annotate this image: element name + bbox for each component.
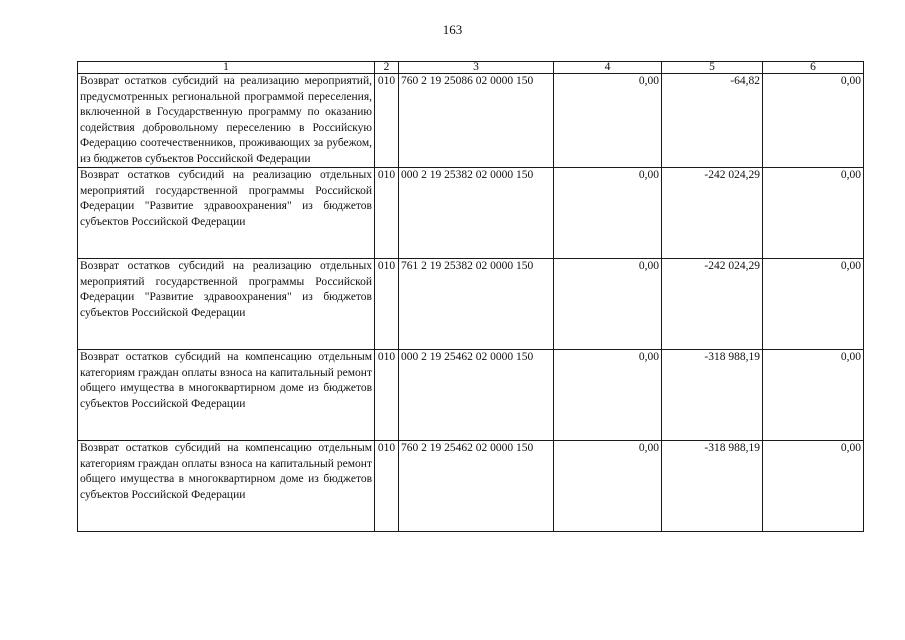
row-budget-classification-code: 000 2 19 25462 02 0000 150 [399,350,554,441]
table-row [78,441,864,532]
row-budget-classification-code: 000 2 19 25382 02 0000 150 [399,168,554,259]
row-value-col4: 0,00 [554,168,662,259]
row-value-col6: 0,00 [763,350,864,441]
table-header-row [78,62,864,74]
row-value-col6: 0,00 [763,168,864,259]
column-header: 4 [554,62,662,74]
column-header: 1 [78,62,375,74]
row-budget-classification-code: 761 2 19 25382 02 0000 150 [399,259,554,350]
row-description: Возврат остатков субсидий на реализацию отдельных мероприятий государственной программы Российской Федерации "Развитие здравоохранения" из бюджетов субъектов Российской Федерации [78,168,375,259]
row-description: Возврат остатков субсидий на компенсацию отдельным категориям граждан оплаты взноса на капитальный ремонт общего имущества в многоквартирном доме из бюджетов субъектов Российской Федерации [78,350,375,441]
row-value-col6: 0,00 [763,259,864,350]
column-header: 5 [662,62,763,74]
page-number: 163 [442,22,463,37]
row-admin-code: 010 [375,350,399,441]
row-admin-code: 010 [375,259,399,350]
row-value-col4: 0,00 [554,74,662,168]
row-value-col5: -242 024,29 [662,259,763,350]
table-row [78,350,864,441]
row-admin-code: 010 [375,74,399,168]
row-description: Возврат остатков субсидий на реализацию отдельных мероприятий государственной программы Российской Федерации "Развитие здравоохранения" из бюджетов субъектов Российской Федерации [78,259,375,350]
row-description: Возврат остатков субсидий на компенсацию отдельным категориям граждан оплаты взноса на капитальный ремонт общего имущества в многоквартирном доме из бюджетов субъектов Российской Федерации [78,441,375,532]
table-row [78,259,864,350]
row-value-col4: 0,00 [554,350,662,441]
row-value-col4: 0,00 [554,259,662,350]
row-value-col6: 0,00 [763,74,864,168]
budget-table [77,61,864,532]
row-value-col6: 0,00 [763,441,864,532]
table-row [78,74,864,168]
row-description: Возврат остатков субсидий на реализацию мероприятий, предусмотренных региональной программой переселения, включенной в Государственную программу по оказанию содействия добровольному переселению в Российскую Федерацию соотечественников, проживающих за рубежом, из бюджетов субъектов Российской Федерации [78,74,375,168]
row-value-col5: -242 024,29 [662,168,763,259]
row-value-col5: -318 988,19 [662,350,763,441]
table-row [78,168,864,259]
column-header: 6 [763,62,864,74]
row-value-col5: -64,82 [662,74,763,168]
row-admin-code: 010 [375,441,399,532]
row-value-col4: 0,00 [554,441,662,532]
column-header: 2 [375,62,399,74]
row-budget-classification-code: 760 2 19 25462 02 0000 150 [399,441,554,532]
column-header: 3 [399,62,554,74]
row-budget-classification-code: 760 2 19 25086 02 0000 150 [399,74,554,168]
row-value-col5: -318 988,19 [662,441,763,532]
row-admin-code: 010 [375,168,399,259]
